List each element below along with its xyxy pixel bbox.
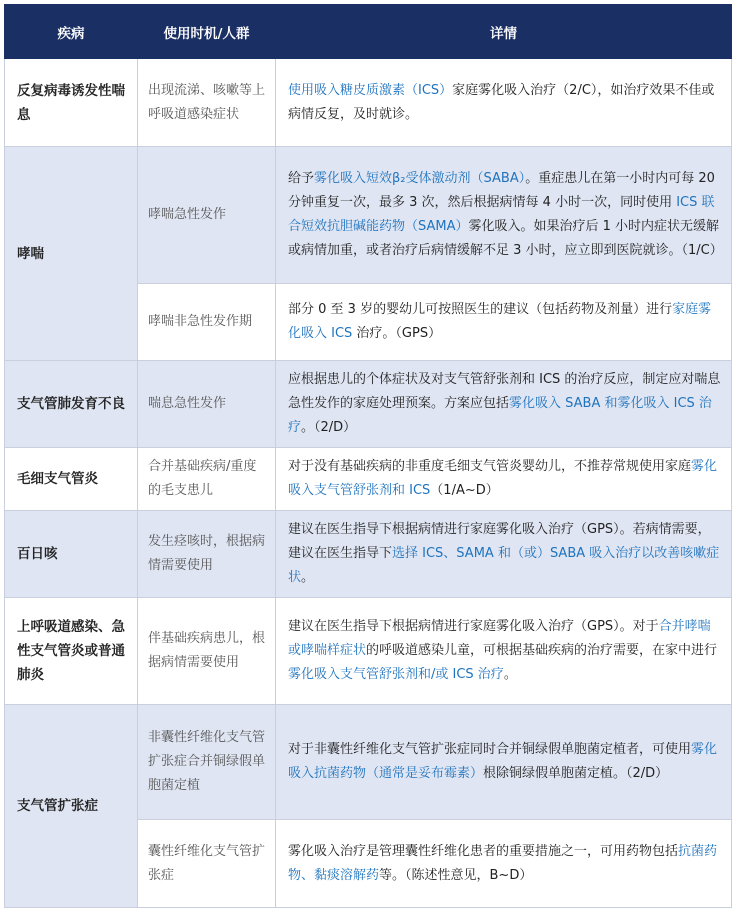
detail-text: 应根据患儿的个体症状及对支气管舒张剂和 ICS 的治疗反应，制定应对喘息急性发作的家庭处理预案。方案应包括 — [288, 372, 721, 411]
timing-cell: 非囊性纤维化支气管扩张症合并铜绿假单胞菌定植 — [138, 705, 276, 820]
detail-text: 对于没有基础疾病的非重度毛细支气管炎婴幼儿，不推荐常规使用家庭 — [288, 459, 692, 474]
highlighted-text: 合并哮喘或哮喘样症状 — [288, 619, 711, 658]
highlighted-text: 家庭雾化吸入 ICS — [288, 302, 712, 341]
detail-text: 对于非囊性纤维化支气管扩张症同时合并铜绿假单胞菌定植者，可使用 — [288, 742, 692, 757]
detail-text: 雾化吸入治疗是管理囊性纤维化患者的重要措施之一，可用药物包括 — [288, 843, 679, 859]
highlighted-text: 雾化吸入支气管舒张剂和/或 ICS 治疗 — [288, 667, 504, 682]
table-row — [5, 59, 732, 147]
table-row — [5, 147, 732, 284]
detail-text: 等。（陈述性意见，B~D） — [379, 867, 533, 883]
detail-text: 的呼吸道感染儿童，可根据基础疾病的治疗需要，在家中进行 — [366, 643, 718, 658]
detail-cell — [276, 820, 732, 908]
detail-cell — [276, 511, 732, 598]
detail-text: 。 — [301, 570, 315, 585]
detail-text: 给予 — [288, 171, 315, 186]
disease-cell: 上呼吸道感染、急性支气管炎或普通肺炎 — [5, 598, 138, 705]
disease-cell: 百日咳 — [5, 511, 138, 598]
detail-cell — [276, 705, 732, 820]
disease-cell: 支气管肺发育不良 — [5, 361, 138, 448]
timing-cell: 出现流涕、咳嗽等上呼吸道感染症状 — [138, 59, 276, 147]
detail-text: （1/A~D） — [430, 483, 499, 498]
highlighted-text: 雾化吸入抗菌药物（通常是妥布霉素） — [288, 742, 718, 781]
detail-text: 雾化吸入。如果治疗后 1 小时内症状无缓解或病情加重，或者治疗后病情缓解不足 3 小时，应立即到医院就诊。（1/C） — [288, 219, 723, 258]
detail-cell — [276, 59, 732, 147]
highlighted-text: 雾化吸入支气管舒张剂和 ICS — [288, 459, 718, 498]
detail-text: 。重症患儿在第一小时内可每 20 分钟重复一次，最多 3 次，然后根据病情每 4 小时一次，同时使用 — [288, 171, 715, 210]
detail-cell — [276, 147, 732, 284]
highlighted-text: ICS 联合短效抗胆碱能药物（SAMA） — [288, 195, 715, 234]
timing-cell: 喘息急性发作 — [138, 361, 276, 448]
timing-cell: 哮喘非急性发作期 — [138, 284, 276, 361]
timing-cell: 合并基础疾病/重度的毛支患儿 — [138, 448, 276, 511]
highlighted-text: 雾化吸入 SABA 和雾化吸入 ICS 治疗 — [288, 396, 712, 435]
detail-cell — [276, 284, 732, 361]
detail-text: 建议在医生指导下根据病情进行家庭雾化吸入治疗（GPS）。若病情需要，建议在医生指导下 — [288, 522, 711, 561]
table-row — [5, 361, 732, 448]
timing-cell: 伴基础疾病患儿，根据病情需要使用 — [138, 598, 276, 705]
disease-cell: 支气管扩张症 — [5, 705, 138, 908]
timing-cell: 哮喘急性发作 — [138, 147, 276, 284]
table-row — [5, 448, 732, 511]
table-row — [5, 705, 732, 820]
timing-cell: 囊性纤维化支气管扩张症 — [138, 820, 276, 908]
detail-cell — [276, 598, 732, 705]
detail-text: 治疗。（GPS） — [352, 326, 442, 341]
highlighted-text: 选择 ICS、SAMA 和（或）SABA 吸入治疗以改善咳嗽症状 — [288, 546, 720, 585]
table-row — [5, 511, 732, 598]
highlighted-text: 雾化吸入短效β₂受体激动剂（SABA） — [314, 171, 526, 186]
detail-cell — [276, 448, 732, 511]
disease-cell: 毛细支气管炎 — [5, 448, 138, 511]
table-row — [5, 598, 732, 705]
highlighted-text: 使用吸入糖皮质激素（ICS） — [288, 82, 453, 98]
detail-text: 。 — [503, 667, 517, 682]
disease-cell: 哮喘 — [5, 147, 138, 361]
disease-cell: 反复病毒诱发性喘息 — [5, 59, 138, 147]
header-disease: 疾病 — [5, 5, 138, 59]
header-detail: 详情 — [276, 5, 732, 59]
timing-cell: 发生痉咳时，根据病情需要使用 — [138, 511, 276, 598]
guideline-table — [4, 4, 732, 908]
detail-text: 根除铜绿假单胞菌定植。（2/D） — [483, 766, 669, 781]
detail-text: 部分 0 至 3 岁的婴幼儿可按照医生的建议（包括药物及剂量）进行 — [288, 302, 673, 317]
detail-text: 。（2/D） — [301, 420, 357, 435]
header-timing: 使用时机/人群 — [138, 5, 276, 59]
highlighted-text: 抗菌药物、黏痰溶解药 — [288, 843, 718, 883]
detail-text: 建议在医生指导下根据病情进行家庭雾化吸入治疗（GPS）。对于 — [288, 619, 659, 634]
detail-cell — [276, 361, 732, 448]
detail-text: 家庭雾化吸入治疗（2/C），如治疗效果不佳或病情反复，及时就诊。 — [288, 82, 715, 122]
table-header-row — [5, 5, 732, 59]
